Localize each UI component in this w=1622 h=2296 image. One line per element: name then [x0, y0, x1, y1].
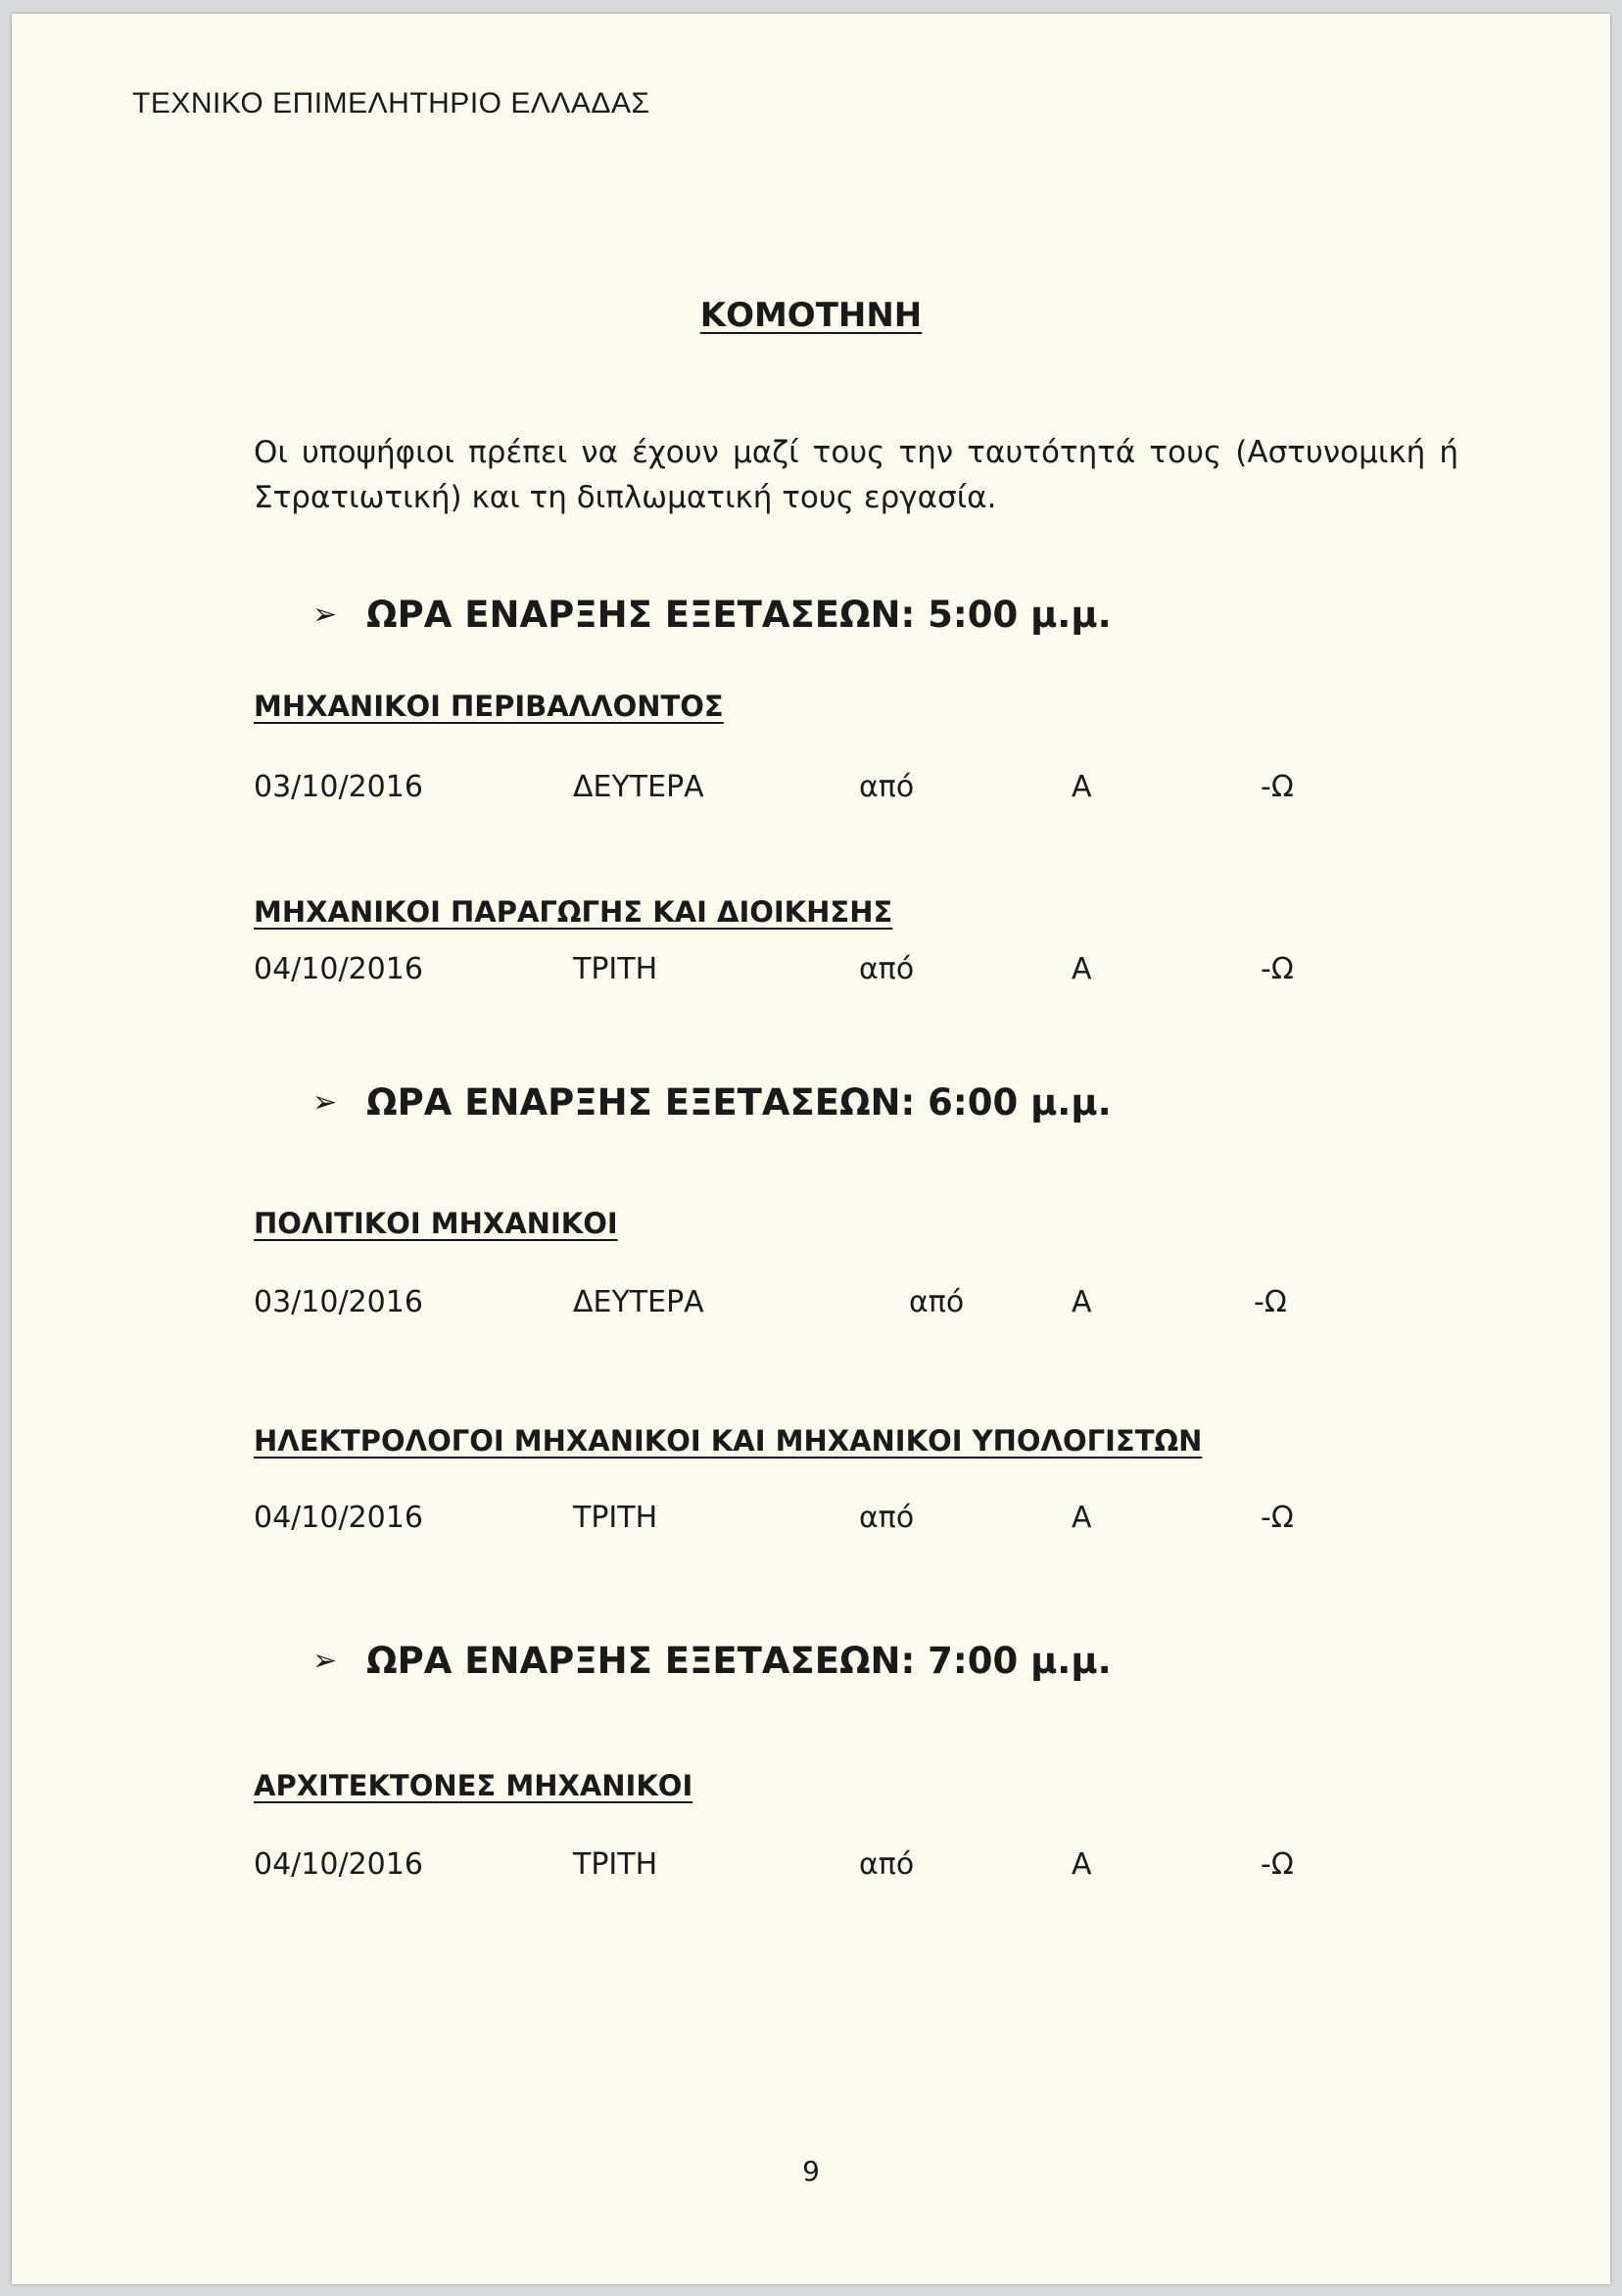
- range-start: Α: [1072, 770, 1092, 804]
- time-slot-heading-text: ΩΡΑ ΕΝΑΡΞΗΣ ΕΞΕΤΑΣΕΩΝ: 6:00 μ.μ.: [366, 1081, 1112, 1124]
- schedule-row: [12, 1501, 1610, 1540]
- range-start: Α: [1072, 1847, 1092, 1882]
- time-slot-heading-text: ΩΡΑ ΕΝΑΡΞΗΣ ΕΞΕΤΑΣΕΩΝ: 5:00 μ.μ.: [366, 594, 1112, 636]
- from-label: από: [859, 1501, 915, 1535]
- time-slot-heading: [312, 594, 1112, 636]
- range-end: -Ω: [1261, 770, 1294, 804]
- range-end: -Ω: [1254, 1285, 1287, 1319]
- city-title-text: ΚΟΜΟΤΗΝΗ: [699, 296, 923, 335]
- range-start: Α: [1072, 952, 1092, 986]
- arrow-bullet-icon: ➢: [312, 1085, 338, 1120]
- arrow-bullet-icon: ➢: [312, 598, 338, 632]
- range-end: -Ω: [1261, 1847, 1294, 1882]
- candidate-notice: Οι υποψήφιοι πρέπει να έχουν μαζί τους την ταυτότητά τους (Αστυνομική ή Στρατιωτική) και τη διπλωματική τους εργασία.: [254, 435, 1458, 515]
- exam-day: ΔΕΥΤΕΡΑ: [573, 770, 704, 804]
- specialty-title: ΗΛΕΚΤΡΟΛΟΓΟΙ ΜΗΧΑΝΙΚΟΙ ΚΑΙ ΜΗΧΑΝΙΚΟΙ ΥΠΟΛΟΓΙΣΤΩΝ: [254, 1424, 1203, 1458]
- exam-day: ΤΡΙΤΗ: [573, 952, 658, 986]
- exam-date: 04/10/2016: [254, 952, 423, 986]
- specialty-title: ΑΡΧΙΤΕΚΤΟΝΕΣ ΜΗΧΑΝΙΚΟΙ: [254, 1769, 693, 1802]
- range-end: -Ω: [1261, 1501, 1294, 1535]
- city-title: [12, 296, 1610, 335]
- exam-date: 03/10/2016: [254, 1285, 423, 1319]
- time-slot-heading: [312, 1081, 1112, 1124]
- specialty-title: ΜΗΧΑΝΙΚΟΙ ΠΑΡΑΓΩΓΗΣ ΚΑΙ ΔΙΟΙΚΗΣΗΣ: [254, 895, 893, 929]
- exam-date: 04/10/2016: [254, 1501, 423, 1535]
- time-slot-heading-text: ΩΡΑ ΕΝΑΡΞΗΣ ΕΞΕΤΑΣΕΩΝ: 7:00 μ.μ.: [366, 1640, 1112, 1682]
- range-end: -Ω: [1261, 952, 1294, 986]
- document-page: [12, 14, 1610, 2284]
- exam-day: ΤΡΙΤΗ: [573, 1501, 658, 1535]
- from-label: από: [859, 952, 915, 986]
- specialty-title: ΠΟΛΙΤΙΚΟΙ ΜΗΧΑΝΙΚΟΙ: [254, 1207, 618, 1240]
- schedule-row: [12, 1285, 1610, 1324]
- exam-day: ΤΡΙΤΗ: [573, 1847, 658, 1882]
- from-label: από: [859, 1847, 915, 1882]
- schedule-row: [12, 1847, 1610, 1887]
- page-number: 9: [802, 2155, 820, 2187]
- exam-date: 03/10/2016: [254, 770, 423, 804]
- time-slot-heading: [312, 1640, 1112, 1682]
- range-start: Α: [1072, 1501, 1092, 1535]
- exam-day: ΔΕΥΤΕΡΑ: [573, 1285, 704, 1319]
- organization-header: ΤΕΧΝΙΚΟ ΕΠΙΜΕΛΗΤΗΡΙΟ ΕΛΛΑΔΑΣ: [132, 87, 650, 120]
- schedule-row: [12, 770, 1610, 809]
- from-label: από: [909, 1285, 965, 1319]
- exam-date: 04/10/2016: [254, 1847, 423, 1882]
- specialty-title: ΜΗΧΑΝΙΚΟΙ ΠΕΡΙΒΑΛΛΟΝΤΟΣ: [254, 690, 724, 723]
- range-start: Α: [1072, 1285, 1092, 1319]
- from-label: από: [859, 770, 915, 804]
- arrow-bullet-icon: ➢: [312, 1644, 338, 1678]
- schedule-row: [12, 952, 1610, 991]
